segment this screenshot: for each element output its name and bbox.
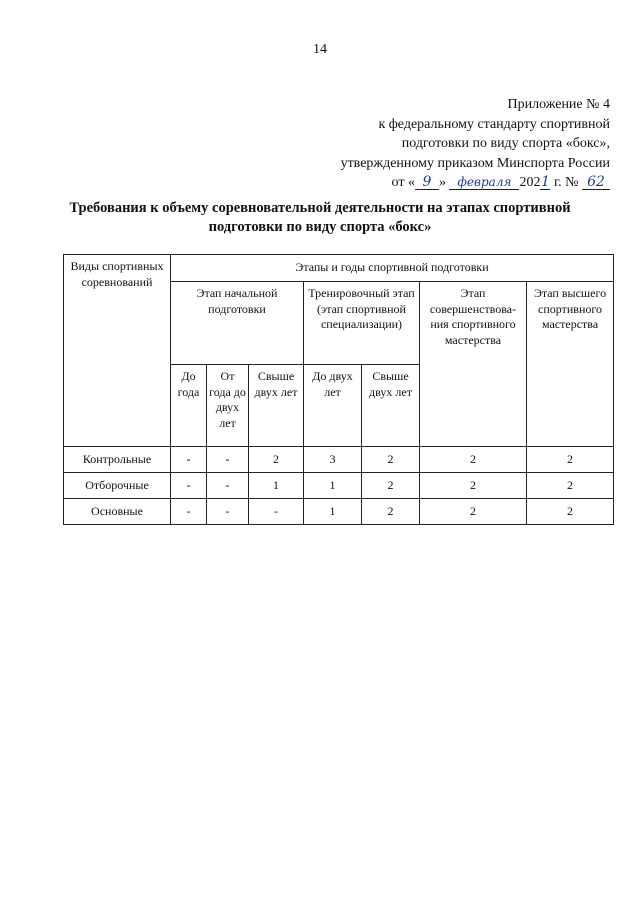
order-label: г. №: [553, 175, 579, 190]
appendix-line-3: подготовки по виду спорта «бокс»,: [401, 136, 610, 151]
appendix-line-1: Приложение № 4: [507, 97, 610, 112]
table-cell: 2: [527, 447, 614, 473]
table-row: [64, 499, 614, 525]
table-cell: -: [207, 473, 249, 499]
document-title: Требования к объему соревновательной деятельности на этапах спортивной подготовки по виду спорта «бокс»: [69, 200, 571, 235]
row-label: Основные: [64, 499, 171, 525]
handwritten-day: 9: [415, 175, 439, 190]
table-cell: 2: [362, 499, 420, 525]
appendix-block: [341, 95, 610, 193]
date-quote-close: »: [438, 175, 446, 190]
subheader-up-to-two-years: До двух лет: [304, 365, 362, 447]
handwritten-month: февраля: [449, 175, 519, 190]
table-cell: 2: [362, 473, 420, 499]
table-cell: 2: [420, 473, 527, 499]
appendix-line-2: к федеральному стандарту спортивной: [378, 116, 610, 132]
header-stage-higher: Этап высшего спортивного мастерства: [527, 282, 614, 447]
requirements-table: [63, 254, 614, 525]
subheader-one-to-two-years: От года до двух лет: [207, 365, 249, 447]
appendix-line-4: утвержденному приказом Минспорта России: [340, 155, 610, 171]
table-cell: 2: [420, 447, 527, 473]
table-cell: 2: [249, 447, 304, 473]
table-cell: 1: [304, 499, 362, 525]
header-competition-types: Виды спортивных соревнований: [64, 255, 171, 447]
table-cell: -: [171, 447, 207, 473]
table-row: [64, 473, 614, 499]
table-cell: -: [207, 499, 249, 525]
header-stages-and-years: Этапы и годы спортивной подготовки: [171, 255, 614, 282]
table-cell: 2: [527, 499, 614, 525]
header-stage-initial: Этап начальной подготовки: [171, 282, 304, 365]
table-cell: -: [171, 473, 207, 499]
table-cell: 1: [249, 473, 304, 499]
table-cell: -: [207, 447, 249, 473]
table-cell: 2: [420, 499, 527, 525]
table-cell: 2: [527, 473, 614, 499]
appendix-date-line: [341, 173, 610, 193]
year-prefix: 202: [519, 175, 541, 190]
table-cell: -: [171, 499, 207, 525]
table-row: [64, 447, 614, 473]
handwritten-order-number: 62: [582, 175, 610, 190]
subheader-up-to-year: До года: [171, 365, 207, 447]
table-cell: -: [249, 499, 304, 525]
handwritten-year-digit: 1: [541, 174, 550, 190]
table-cell: 1: [304, 473, 362, 499]
date-prefix: от «: [391, 175, 415, 190]
table-cell: 2: [362, 447, 420, 473]
page-number: 14: [313, 42, 327, 57]
header-stage-training: Тренировочный этап (этап спортивной специализации): [304, 282, 420, 365]
header-stage-improvement: Этап совершенствова-ния спортивного мастерства: [420, 282, 527, 447]
subheader-over-two-years: Свыше двух лет: [249, 365, 304, 447]
subheader-over-two-years-training: Свыше двух лет: [362, 365, 420, 447]
row-label: Контрольные: [64, 447, 171, 473]
table-cell: 3: [304, 447, 362, 473]
row-label: Отборочные: [64, 473, 171, 499]
